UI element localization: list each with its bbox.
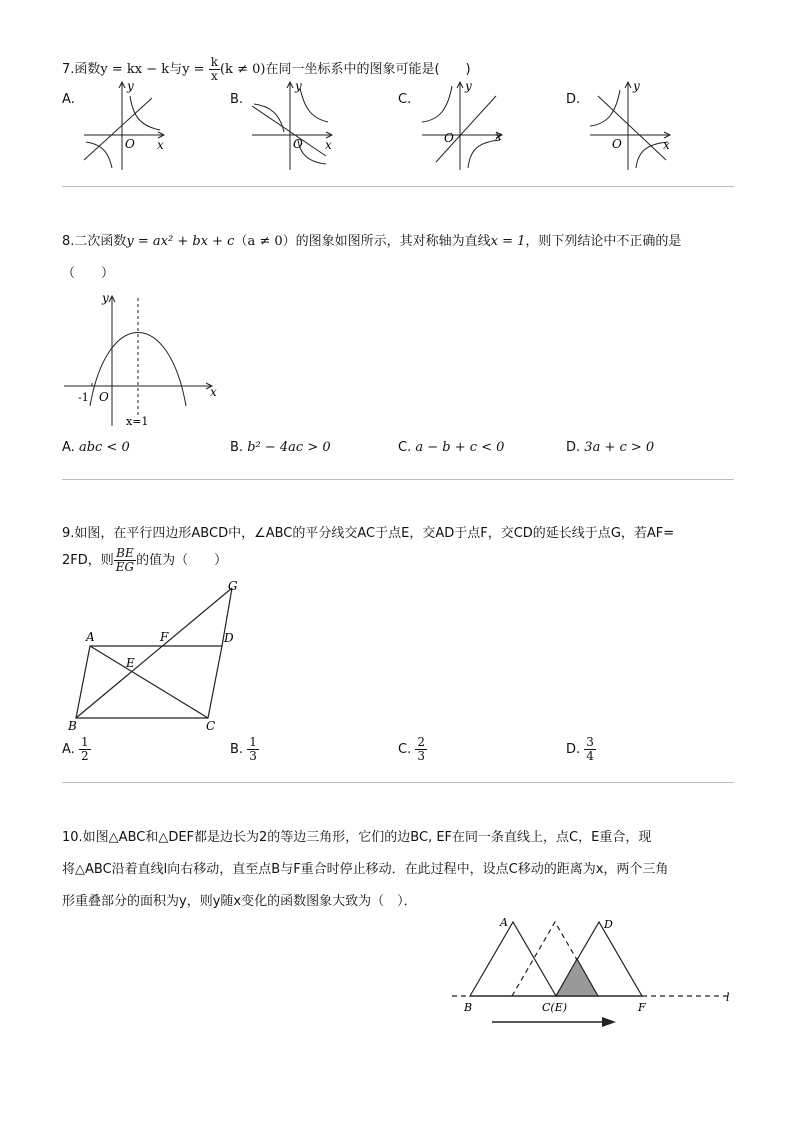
bisector-bg [76,588,232,718]
q9-option-a-num: 1 [80,735,89,749]
q9-frac-num: BE [114,547,136,561]
label-b: B [464,1001,473,1014]
q8-axis-eq: x = 1 [490,234,526,249]
q9-option-d-num: 3 [586,735,594,749]
y-label: y [127,79,134,93]
q10-stem-line3: 形重叠部分的面积为y，则y随x变化的函数图象大致为（ ）． [62,894,417,909]
q10-stem-line2: 将△ABC沿着直线l向右移动，直至点B与F重合时停止移动．在此过程中，设点C移动的距离为x，两个三角 [62,862,669,877]
q8-function: y = ax² + bx + c [126,234,235,249]
q8-parabola-graph [62,288,222,430]
q8-option-d-label: D. [566,440,581,455]
q10-triangles-figure [450,912,740,1042]
q7-graph-a [78,76,174,172]
q8-option-b-label: B. [230,440,244,455]
q8-number-intro: 8.二次函数 [62,234,127,249]
line-graph [598,96,666,160]
q9-line2-post: 的值为（ ） [136,553,228,568]
q8-option-c-label: C. [398,440,412,455]
q8-condition: （a ≠ 0） [234,234,296,249]
q8-text-c: ，则下列结论中不正确的是 [525,234,682,249]
q8-stem-line1 [62,230,681,249]
sym-label: x=1 [126,415,149,428]
q7-frac-den: x [210,69,218,83]
x-label: x [157,138,164,152]
q9-option-c-num: 2 [417,735,425,749]
hyperbola-q1 [300,88,328,122]
motion-arrowhead [602,1017,616,1027]
q7-frac-num: k [210,55,218,69]
q9-option-b-label: B. [230,742,244,757]
q9-stem-line2 [62,544,227,578]
q9-option-d-label: D. [566,742,581,757]
q9-option-a-frac [79,736,91,763]
label-a: A [86,630,95,644]
q9-line2-pre: 2FD，则 [62,553,114,568]
label-c: C [206,719,216,733]
y-label: y [633,79,640,93]
q8-option-d[interactable] [566,440,654,455]
q7-graph-d [584,76,680,172]
label-d: D [224,631,234,645]
label-b: B [68,719,77,733]
q7-option-d-label[interactable]: D. [566,92,581,107]
origin-label: O [293,137,303,151]
q9-stem-line1: 9.如图，在平行四边形ABCD中，∠ABC的平分线交AC于点E，交AD于点F，交CD的延长线于点G，若AF= [62,526,675,541]
label-f: F [638,1001,646,1014]
label-g: G [228,579,238,593]
line-graph [252,106,326,156]
q9-option-c-den: 3 [417,749,425,763]
hyperbola-q2 [422,86,452,122]
q7-graph-b [246,76,342,172]
q7-number: 7. [62,62,75,77]
q9-option-c[interactable] [398,736,427,763]
q9-option-b-den: 3 [249,749,257,763]
q10-stem-line1: 10.如图△ABC和△DEF都是边长为2的等边三角形，它们的边BC, EF在同一条直线上，点C，E重合，现 [62,830,652,845]
q7-condition: (k ≠ 0) [219,62,266,77]
q9-option-b[interactable] [230,736,259,763]
triangle-abc [470,922,556,996]
origin-label: O [612,137,622,151]
q8-option-a-expr: abc < 0 [78,440,130,455]
x-label: x [495,129,502,143]
q9-option-a[interactable] [62,736,91,763]
label-e: E [126,656,135,670]
divider-q7 [62,186,734,187]
q7-func2-prefix: y = [182,62,209,77]
y-label: y [102,291,109,305]
line-graph [436,96,496,162]
q9-option-d[interactable] [566,736,596,763]
q8-option-d-expr: 3a + c > 0 [584,440,655,455]
x-label: x [210,385,217,399]
line-graph [84,98,152,160]
y-label: y [465,79,472,93]
q7-func2-fraction [209,56,220,83]
q8-option-a-label: A. [62,440,75,455]
q7-func1: y = kx − k [100,62,170,77]
q9-option-d-den: 4 [586,749,594,763]
q9-option-a-label: A. [62,742,75,757]
x-label: x [325,138,332,152]
q7-option-b-label[interactable]: B. [230,92,244,107]
origin-label: O [444,131,454,145]
divider-q9 [62,782,734,783]
label-f: F [160,630,169,644]
label-d: D [604,918,613,931]
q9-option-b-num: 1 [249,735,257,749]
label-ce: C(E) [542,1001,568,1014]
overlap-region [556,959,598,996]
origin-label: O [99,390,109,404]
hyperbola-q1 [130,96,160,130]
x-label: x [663,138,670,152]
q9-frac-den: EG [115,560,135,574]
q7-option-a-label[interactable]: A. [62,92,75,107]
q9-option-b-frac [247,736,259,763]
origin-label: O [125,137,135,151]
q9-option-d-frac [584,736,596,763]
hyperbola-q2 [590,90,620,126]
q9-option-c-frac [415,736,427,763]
divider-q8 [62,479,734,480]
neg1-label: -1 [78,391,89,404]
q9-option-a-den: 2 [80,749,89,763]
q7-pre: 函数 [74,62,101,77]
q9-ratio-fraction [114,547,136,574]
label-a: A [500,916,508,929]
label-l: l [726,991,730,1004]
q8-stem-line2: （ ） [62,266,115,281]
q9-option-c-label: C. [398,742,412,757]
q7-graph-c [416,76,512,172]
q7-option-c-label[interactable]: C. [398,92,412,107]
q7-post: 在同一坐标系中的图象可能是( ) [265,62,471,77]
q8-option-c-expr: a − b + c < 0 [415,440,505,455]
q8-option-a[interactable] [62,440,130,455]
hyperbola-q4 [468,140,500,168]
q9-parallelogram-figure [62,578,252,734]
y-label: y [295,79,302,93]
q7-mid: 与 [169,62,183,77]
q8-option-b[interactable] [230,440,331,455]
q8-option-b-expr: b² − 4ac > 0 [247,440,331,455]
q8-text-b: 的图象如图所示，其对称轴为直线 [295,234,491,249]
q8-option-c[interactable] [398,440,504,455]
